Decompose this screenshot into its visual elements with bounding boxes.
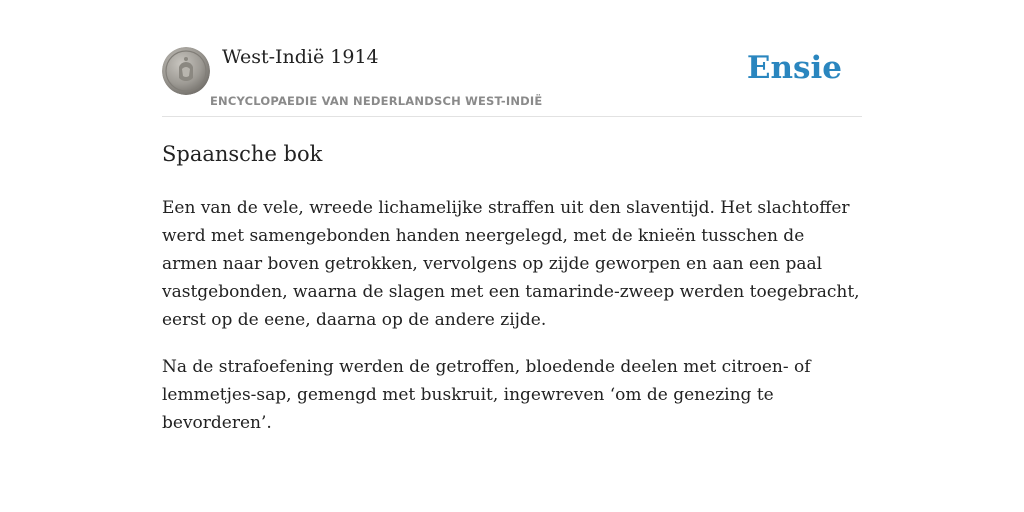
article <box>162 136 862 456</box>
coin-logo-icon[interactable] <box>162 47 210 95</box>
source-title[interactable]: West-Indië 1914 <box>222 46 379 68</box>
article-paragraph: Na de strafoefening werden de getroffen, bloedende deelen met citroen- of lemmetjes-sap, gemengd met buskruit, ingewreven ‘om de genezing te bevorderen’. <box>162 357 811 433</box>
article-paragraph: Een van de vele, wreede lichamelijke straffen uit den slaventijd. Het slachtoffer werd met samengebonden handen neergelegd, met de knieën tusschen de armen naar boven getrokken, vervolgens op zijde geworpen en aan een paal vastgebonden, waarna de slagen met een tamarinde-zweep werden toegebracht, eerst op de eene, daarna op de andere zijde. <box>162 198 860 330</box>
source-header <box>162 44 862 117</box>
article-title: Spaansche bok <box>162 142 323 166</box>
source-subtitle: ENCYCLOPAEDIE VAN NEDERLANDSCH WEST-INDIË <box>210 94 543 108</box>
ensie-logo-link[interactable]: Ensie <box>746 50 842 86</box>
